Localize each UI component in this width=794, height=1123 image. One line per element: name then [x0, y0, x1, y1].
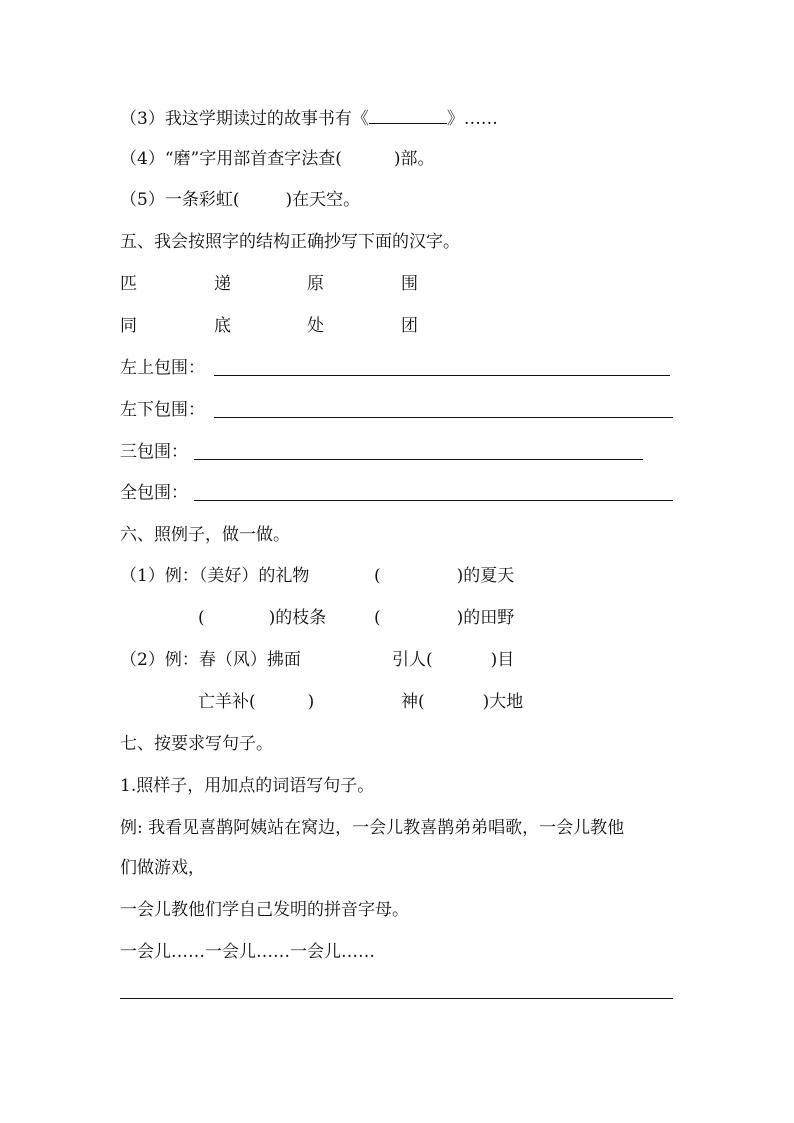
- section-7-subtitle: 1.照样子，用加点的词语写句子。: [120, 776, 375, 796]
- label-top-left-enclosure: 左上包围：: [120, 358, 205, 378]
- q3-close: 》……: [446, 109, 498, 129]
- q3-number: （3）: [120, 109, 165, 129]
- example-line-1: 例: 我看见喜鹊阿姨站在窝边，一会儿教喜鹊弟弟唱歌，一会儿教他: [120, 818, 625, 838]
- ex2-item-mend: 亡羊补( ): [198, 692, 315, 712]
- q4-text: “磨”字用部首查字法查(: [164, 149, 342, 169]
- label-bottom-left-enclosure: 左下包围：: [120, 400, 205, 420]
- q4-close: )部。: [393, 149, 435, 169]
- question-5: [120, 188, 360, 212]
- section-7-title: 七、按要求写句子。: [120, 734, 273, 754]
- ex1-number: （1）例：: [120, 566, 199, 586]
- sentence-pattern: 一会儿……一会儿……一会儿……: [120, 942, 375, 962]
- label-three-side-enclosure: 三包围：: [120, 442, 188, 462]
- char-2-2: 底: [214, 316, 231, 336]
- q3-open: 《: [351, 109, 369, 129]
- q5-close: )在天空。: [285, 190, 361, 210]
- q4-number: （4）: [120, 149, 165, 169]
- top-left-enclosure-line[interactable]: [214, 375, 670, 376]
- ex2-item-earth: 神( )大地: [401, 692, 524, 712]
- three-side-enclosure-line[interactable]: [194, 459, 643, 460]
- full-enclosure-line[interactable]: [194, 500, 673, 501]
- ex2-item-attract: 引人( )目: [392, 650, 515, 670]
- q5-text: 一条彩虹(: [164, 190, 240, 210]
- bottom-left-enclosure-line[interactable]: [214, 417, 673, 418]
- ex1-example: （美好）的礼物: [198, 566, 310, 586]
- sentence-answer-line[interactable]: [120, 998, 673, 999]
- char-1-3: 原: [307, 274, 324, 294]
- ex2-number: （2）例：: [120, 650, 199, 670]
- question-3: [120, 106, 498, 131]
- q3-answer-blank[interactable]: [369, 106, 447, 124]
- char-2-3: 处: [307, 316, 324, 336]
- section-6-ex1: [120, 564, 309, 588]
- char-1-1: 匹: [120, 274, 137, 294]
- ex2-example: 春（风）拂面: [198, 650, 301, 670]
- q3-text: 我这学期读过的故事书有: [164, 109, 352, 129]
- section-5-title: 五、我会按照字的结构正确抄写下面的汉字。: [120, 232, 460, 252]
- section-6-title: 六、照例子，做一做。: [120, 525, 290, 545]
- label-full-enclosure: 全包围：: [120, 483, 188, 503]
- char-2-4: 团: [401, 316, 418, 336]
- example-line-2: 们做游戏，: [120, 858, 205, 878]
- char-1-4: 围: [401, 274, 418, 294]
- ex1-item-field: ( )的田野: [374, 608, 515, 628]
- q5-number: （5）: [120, 190, 165, 210]
- char-2-1: 同: [120, 316, 137, 336]
- question-4: [120, 147, 434, 171]
- ex1-item-summer: ( )的夏天: [374, 566, 515, 586]
- example-line-3: 一会儿教他们学自己发明的拼音字母。: [120, 900, 409, 920]
- section-6-ex2: [120, 648, 301, 672]
- char-1-2: 递: [214, 274, 231, 294]
- ex1-item-branch: ( )的枝条: [198, 608, 327, 628]
